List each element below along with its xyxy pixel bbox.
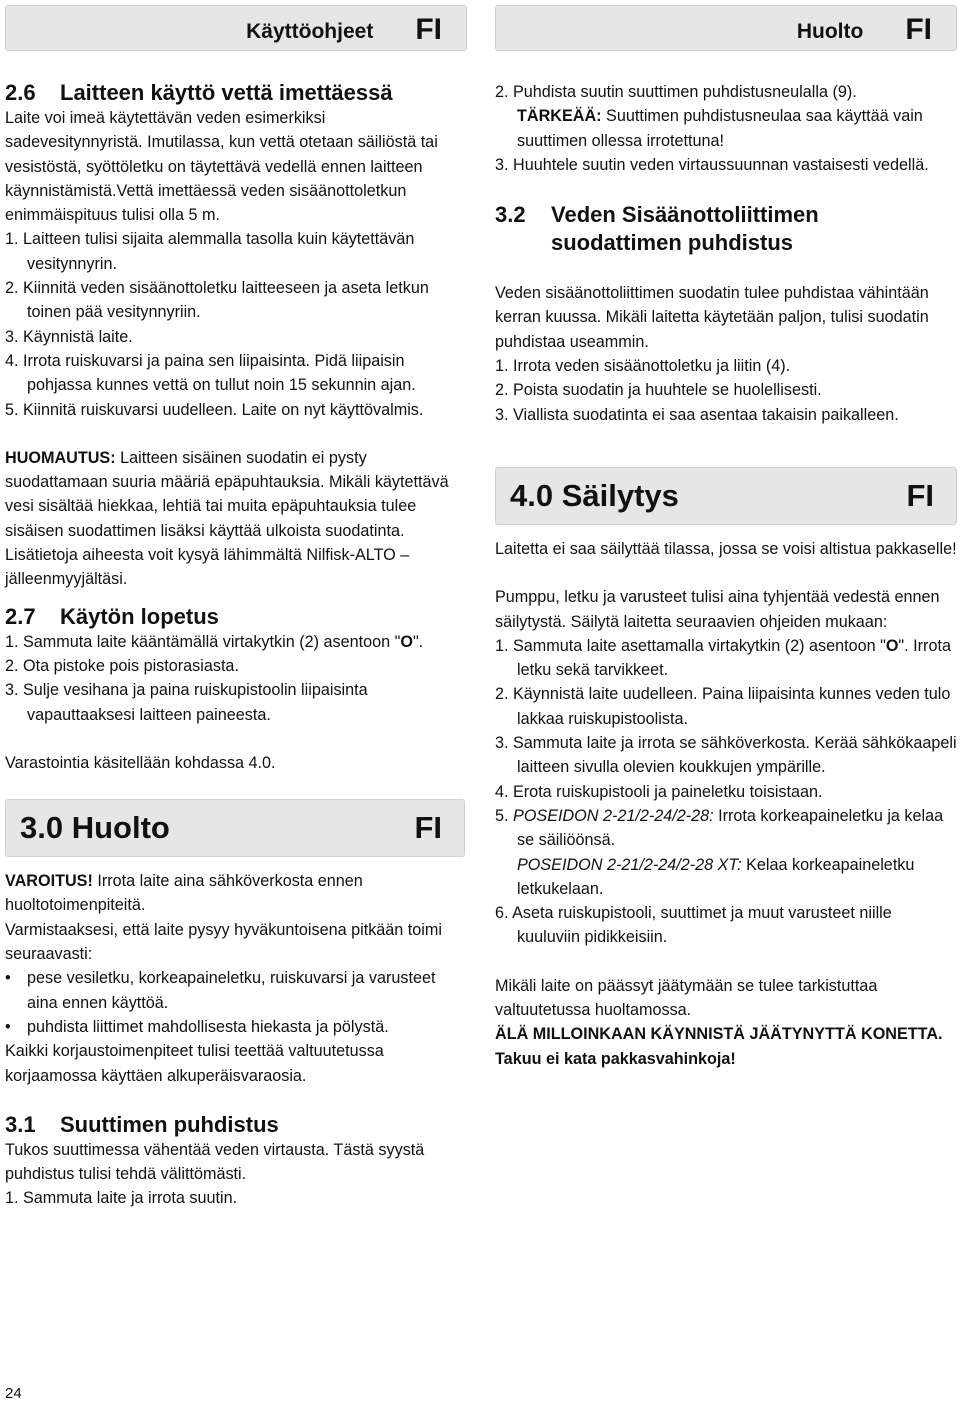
header-lang: FI — [415, 13, 442, 46]
list-item: 1. Sammuta laite kääntämällä virtakytkin (2) asentoon "O". — [5, 632, 424, 651]
warning-paragraph: VAROITUS! Irrota laite aina sähköverkosta ennen huoltotoimenpiteitä. — [5, 872, 363, 915]
list-item: 4. Irrota ruiskuvarsi ja paina sen liipaisinta. Pidä liipaisin pohjassa kunnes vettä on tullut noin 15 sekunnin ajan. — [5, 351, 416, 395]
list-item: 1. Sammuta laite asettamalla virtakytkin (2) asentoon "O". Irrota letku sekä tarvikkeet. — [495, 636, 951, 680]
list-item: 3. Huuhtele suutin veden virtaussuunnan vastaisesti vedellä. — [495, 155, 929, 174]
section-heading: 2.7 Käytön lopetus — [5, 603, 219, 629]
list-item: 1. Sammuta laite ja irrota suutin. — [5, 1189, 238, 1208]
section-heading: 3.2 Veden Sisäänottoliittimen suodattimen puhdistus — [495, 202, 819, 256]
paragraph: Pumppu, letku ja varusteet tulisi aina tyhjentää vedestä ennen säilytystä. Säilytä laitetta seuraavien ohjeiden mukaan: — [495, 588, 940, 631]
list-item: 2. Ota pistoke pois pistorasiasta. — [5, 656, 239, 675]
header-title: Käyttöohjeet — [246, 20, 374, 43]
page-number: 24 — [5, 1385, 22, 1402]
paragraph: Veden sisäänottoliittimen suodatin tulee puhdistaa vähintään kerran kuussa. Mikäli laitetta käytetään paljon, tulisi suodatin puhdistaa useammin. — [495, 284, 929, 351]
paragraph: Kaikki korjaustoimenpiteet tulisi teettää valtuutetussa korjaamossa käyttäen alkuperäisvaraosia. — [5, 1042, 384, 1085]
list-item: 1. Laitteen tulisi sijaita alemmalla tasolla kuin käytettävän vesitynnyrin. — [5, 230, 415, 273]
list-item: 6. Aseta ruiskupistooli, suuttimet ja muut varusteet niille kuuluviin pidikkeisiin. — [495, 904, 892, 947]
right-page-header — [495, 5, 957, 51]
header-lang: FI — [905, 13, 932, 46]
list-item: 3. Viallista suodatinta ei saa asentaa takaisin paikalleen. — [495, 405, 899, 424]
section-heading: 3.1 Suuttimen puhdistus — [5, 1111, 279, 1137]
list-item: 3. Sulje vesihana ja paina ruiskupistoolin liipaisinta vapauttaaksesi laitteen paineesta. — [5, 681, 368, 724]
list-item-continuation: POSEIDON 2-21/2-24/2-28 XT: Kelaa korkeapaineletku letkukelaan. — [517, 855, 915, 898]
list-item: 2. Käynnistä laite uudelleen. Paina liipaisinta kunnes veden tulo lakkaa ruiskupistoolista. — [495, 685, 951, 728]
paragraph: Mikäli laite on päässyt jäätymään se tulee tarkistuttaa valtuutetussa huoltamossa. — [495, 976, 878, 1020]
bullet-icon: • — [5, 1017, 11, 1036]
important-note: TÄRKEÄÄ: Suuttimen puhdistusneulaa saa käyttää vain suuttimen ollessa irrotettuna! — [517, 107, 923, 150]
paragraph: Varmistaaksesi, että laite pysyy hyväkuntoisena pitkään toimi seuraavasti: — [5, 920, 442, 964]
paragraph: Tukos suuttimessa vähentää veden virtausta. Tästä syystä puhdistus tulisi tehdä välittömästi. — [5, 1140, 425, 1184]
section-banner: 4.0 Säilytys FI — [495, 467, 957, 525]
warning-paragraph: Laitetta ei saa säilyttää tilassa, jossa se voisi altistua pakkaselle! — [495, 539, 957, 558]
list-item: 5. Kiinnitä ruiskuvarsi uudelleen. Laite on nyt käyttövalmis. — [5, 400, 424, 419]
list-item: 4. Erota ruiskupistooli ja paineletku toisistaan. — [495, 782, 823, 801]
list-item: 1. Irrota veden sisäänottoletku ja liitin (4). — [495, 357, 791, 376]
note-paragraph: HUOMAUTUS: Laitteen sisäinen suodatin ei pysty suodattamaan suuria määriä epäpuhtauksia. Mikäli käytettävä vesi sisältää hiekkaa, lehtiä tai muita epäpuhtauksia tulee sisäisen suodattimen lisäksi käyttää ulkoista suodatinta. Lisätietoja aiheesta voit kysyä lähimmältä Nilfisk-ALTO –jälleenmyyjältäsi. — [5, 448, 449, 589]
section-heading: 2.6 Laitteen käyttö vettä imettäessä — [5, 80, 393, 105]
left-column — [5, 80, 465, 1211]
paragraph: Laite voi imeä käytettävän veden esimerkiksi sadevesitynnyristä. Imutilassa, kun vettä otetaan säiliöstä tai vesistöstä, syöttöletku on täytettävä vedellä ennen laitteen käynnistämistä.Vettä imettäessä veden sisäänottoletkun enimmäispituus tulisi olla 5 m. — [5, 109, 438, 225]
left-page-header — [5, 5, 467, 51]
bullet-item: • puhdista liittimet mahdollisesta hiekasta ja pölystä. — [5, 1015, 465, 1039]
list-item: 2. Kiinnitä veden sisäänottoletku laitteeseen ja aseta letkun toinen pää vesitynnyriin. — [5, 279, 429, 322]
right-column — [495, 80, 957, 1071]
paragraph: Varastointia käsitellään kohdassa 4.0. — [5, 753, 276, 772]
list-item: 2. Puhdista suutin suuttimen puhdistusneulalla (9). — [495, 83, 857, 101]
list-item: 3. Sammuta laite ja irrota se sähköverkosta. Kerää sähkökaapeli laitteen sivulla olevien koukkujen ympärille. — [495, 734, 957, 777]
section-banner: 3.0 Huolto FI — [5, 799, 465, 857]
frost-warning: ÄLÄ MILLOINKAAN KÄYNNISTÄ JÄÄTYNYTTÄ KONETTA. Takuu ei kata pakkasvahinkoja! — [495, 1025, 943, 1068]
list-item: 5. POSEIDON 2-21/2-24/2-28: Irrota korkeapaineletku ja kelaa se säiliöönsä. — [495, 806, 944, 850]
bullet-icon: • — [5, 969, 11, 988]
list-item: 2. Poista suodatin ja huuhtele se huolellisesti. — [495, 381, 822, 400]
bullet-item: • pese vesiletku, korkeapaineletku, ruiskuvarsi ja varusteet aina ennen käyttöä. — [5, 966, 465, 1015]
header-title: Huolto — [796, 20, 864, 43]
list-item: 3. Käynnistä laite. — [5, 327, 133, 346]
